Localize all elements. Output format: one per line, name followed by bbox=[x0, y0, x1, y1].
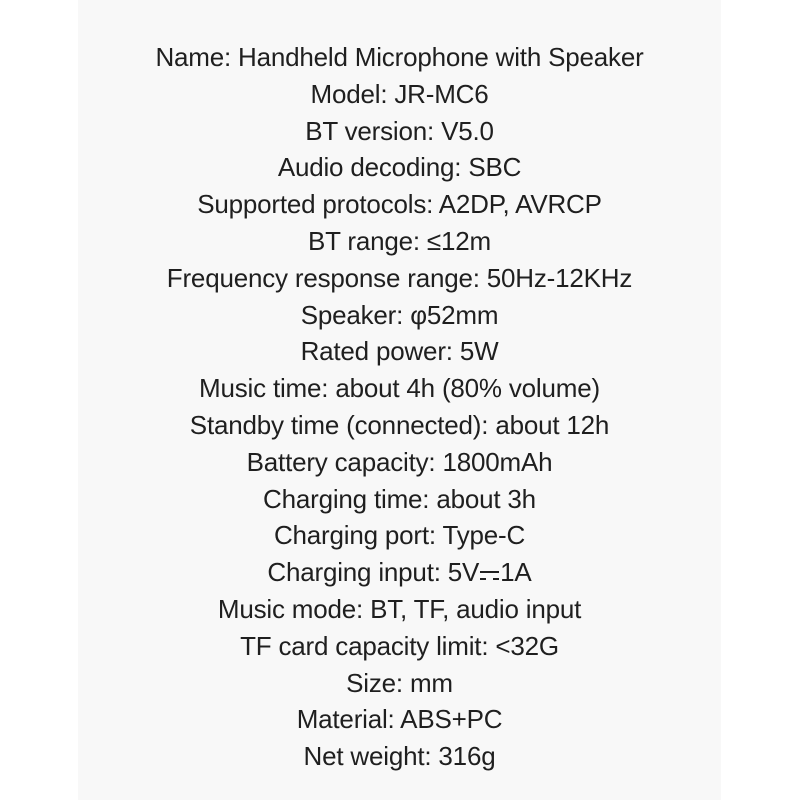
spec-row: Rated power: 5W bbox=[300, 336, 499, 367]
spec-row: Frequency response range: 50Hz-12KHz bbox=[166, 262, 633, 293]
spec-row: Battery capacity: 1800mAh bbox=[246, 446, 553, 477]
spec-row: Standby time (connected): about 12h bbox=[189, 409, 610, 440]
spec-list bbox=[78, 0, 721, 800]
spec-row: Audio decoding: SBC bbox=[277, 152, 522, 183]
spec-row: Net weight: 316g bbox=[303, 741, 496, 772]
spec-row: Charging port: Type-C bbox=[273, 520, 526, 551]
spec-row: Charging time: about 3h bbox=[263, 483, 536, 514]
spec-row: Music time: about 4h (80% volume) bbox=[199, 373, 600, 404]
spec-row: Charging input: 5V 1A bbox=[267, 557, 532, 588]
spec-row: TF card capacity limit: <32G bbox=[240, 630, 559, 661]
spec-row: Model: JR-MC6 bbox=[310, 78, 489, 109]
spec-row: Name: Handheld Microphone with Speaker bbox=[155, 42, 644, 72]
spec-row: BT range: ≤12m bbox=[308, 225, 491, 256]
spec-row: Music mode: BT, TF, audio input bbox=[217, 593, 582, 624]
spec-row: Speaker: φ52mm bbox=[300, 299, 499, 330]
spec-row: Material: ABS+PC bbox=[296, 704, 503, 735]
dc-current-icon bbox=[480, 571, 499, 580]
spec-row: BT version: V5.0 bbox=[305, 115, 494, 146]
spec-row: Size: mm bbox=[346, 667, 453, 698]
spec-panel bbox=[78, 0, 721, 800]
spec-row: Supported protocols: A2DP, AVRCP bbox=[197, 189, 602, 220]
